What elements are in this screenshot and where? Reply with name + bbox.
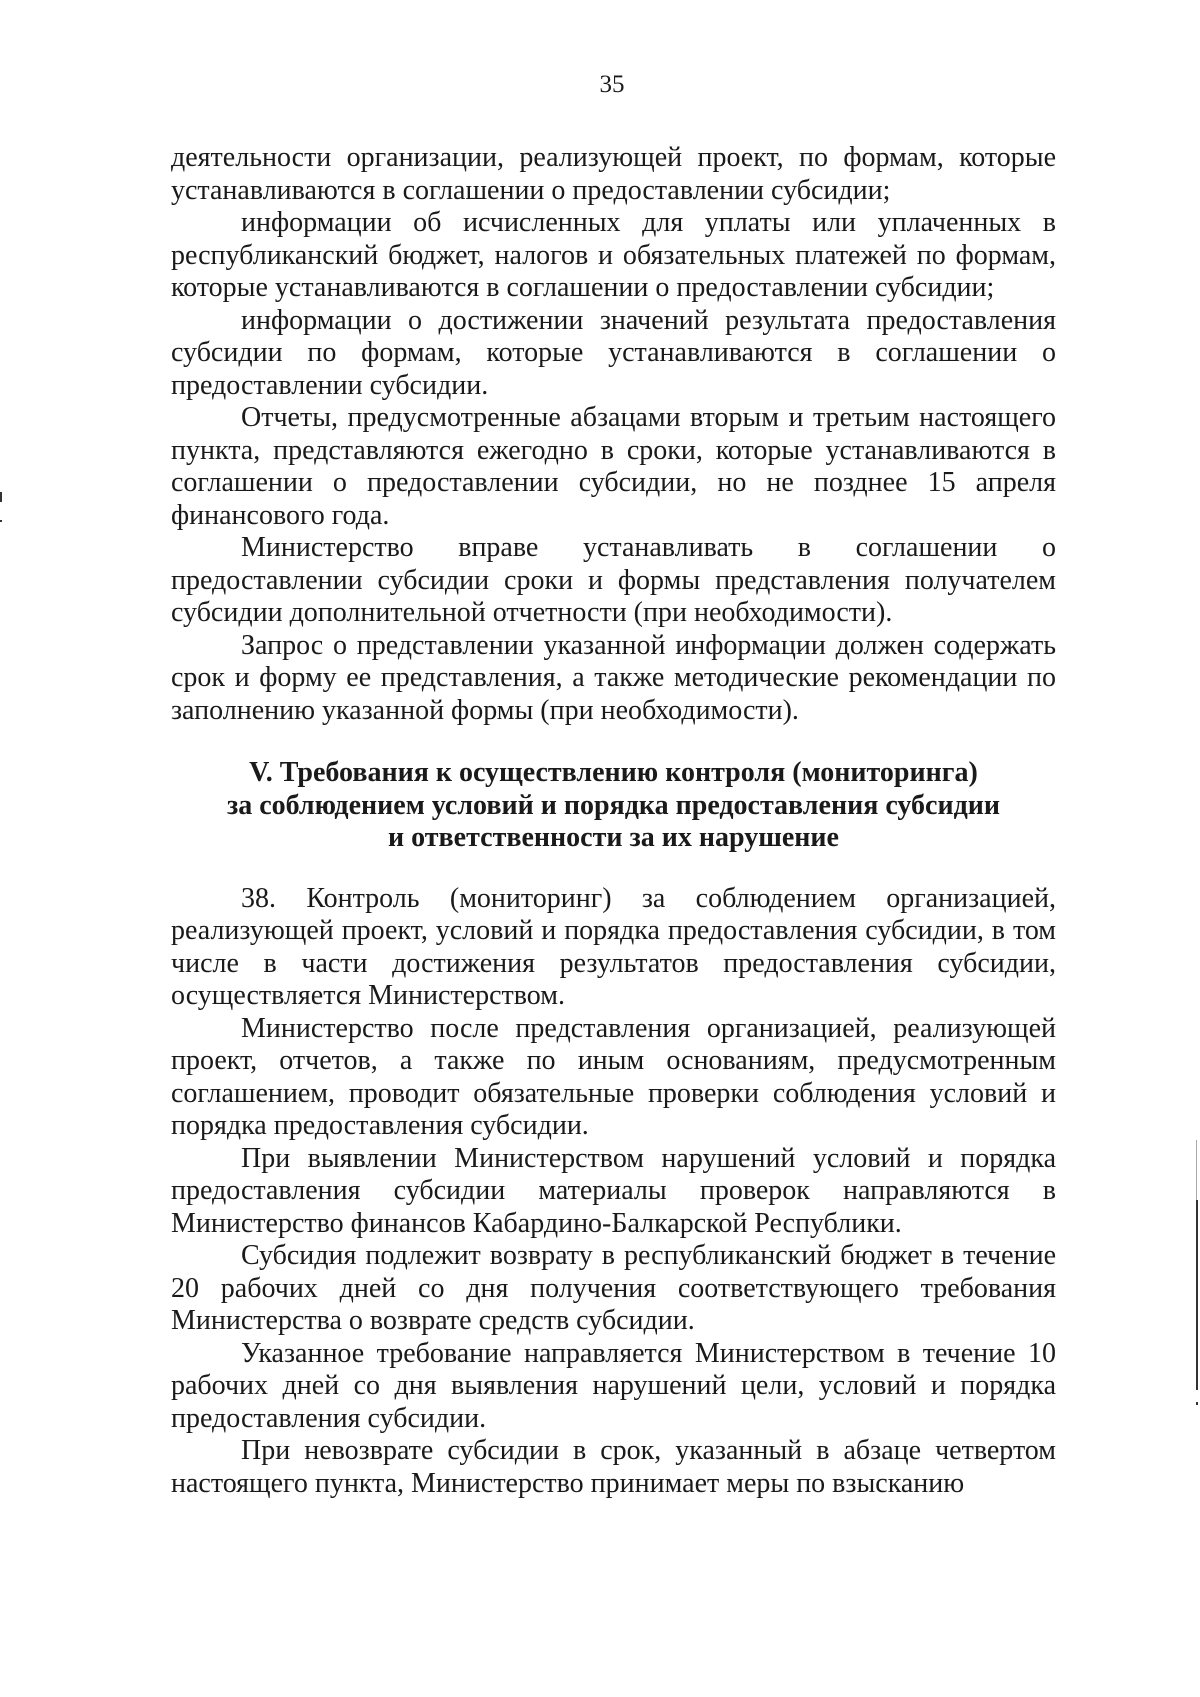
scan-artifact-right [1196,1200,1198,1390]
section-heading [171,757,1056,855]
paragraph: Министерство вправе устанавливать в соглашении о предоставлении субсидии сроки и формы представления получателем субсидии дополнительной отчетности (при необходимости). [171,532,1056,628]
document-body [171,142,1056,1500]
page-number: 35 [599,71,625,98]
scan-artifact-left [0,492,2,502]
paragraph: Указанное требование направляется Министерством в течение 10 рабочих дней со дня выявления нарушений цели, условий и порядка предоставления субсидии. [171,1337,1056,1434]
scan-artifact-right [1196,1140,1197,1200]
paragraph: При выявлении Министерством нарушений условий и порядка предоставления субсидии материалы проверок направляются в Министерство финансов Кабардино-Балкарской Республики. [171,1142,1056,1239]
paragraph: Субсидия подлежит возврату в республиканский бюджет в течение 20 рабочих дней со дня получения соответствующего требования Министерства о возврате средств субсидии. [171,1240,1056,1336]
section-heading-line: V. Требования к осуществлению контроля (мониторинга) [249,757,978,788]
section-heading-line: и ответственности за их нарушение [388,822,839,853]
paragraph: При невозврате субсидии в срок, указанный в абзаце четвертом настоящего пункта, Министерство принимает меры по взысканию [171,1435,1056,1499]
paragraph: Запрос о представлении указанной информации должен содержать срок и форму ее представления, а также методические рекомендации по заполнению указанной формы (при необходимости). [171,629,1056,726]
scan-artifact-right [1196,1402,1198,1405]
paragraph: информации об исчисленных для уплаты или уплаченных в республиканский бюджет, налогов и обязательных платежей по формам, которые устанавливаются в соглашении о предоставлении субсидии; [171,207,1056,303]
paragraph: Отчеты, предусмотренные абзацами вторым и третьим настоящего пункта, представляются ежегодно в сроки, которые устанавливаются в соглашении о предоставлении субсидии, но не позднее 15 апреля финансового года. [171,402,1056,531]
scan-artifact-left [0,520,2,522]
section-heading-line: за соблюдением условий и порядка предоставления субсидии [226,789,1001,821]
paragraph: информации о достижении значений результата предоставления субсидии по формам, которые устанавливаются в соглашении о предоставлении субсидии. [171,304,1056,401]
paragraph: 38. Контроль (мониторинг) за соблюдением организацией, реализующей проект, условий и порядка предоставления субсидии, в том числе в части достижения результатов предоставления субсидии, осуществляется Министерством. [171,882,1056,1011]
paragraph-continuation: деятельности организации, реализующей проект, по формам, которые устанавливаются в соглашении о предоставлении субсидии; [171,142,1056,206]
paragraph: Министерство после представления организацией, реализующей проект, отчетов, а также по иным основаниям, предусмотренным соглашением, проводит обязательные проверки соблюдения условий и порядка предоставления субсидии. [171,1012,1056,1141]
